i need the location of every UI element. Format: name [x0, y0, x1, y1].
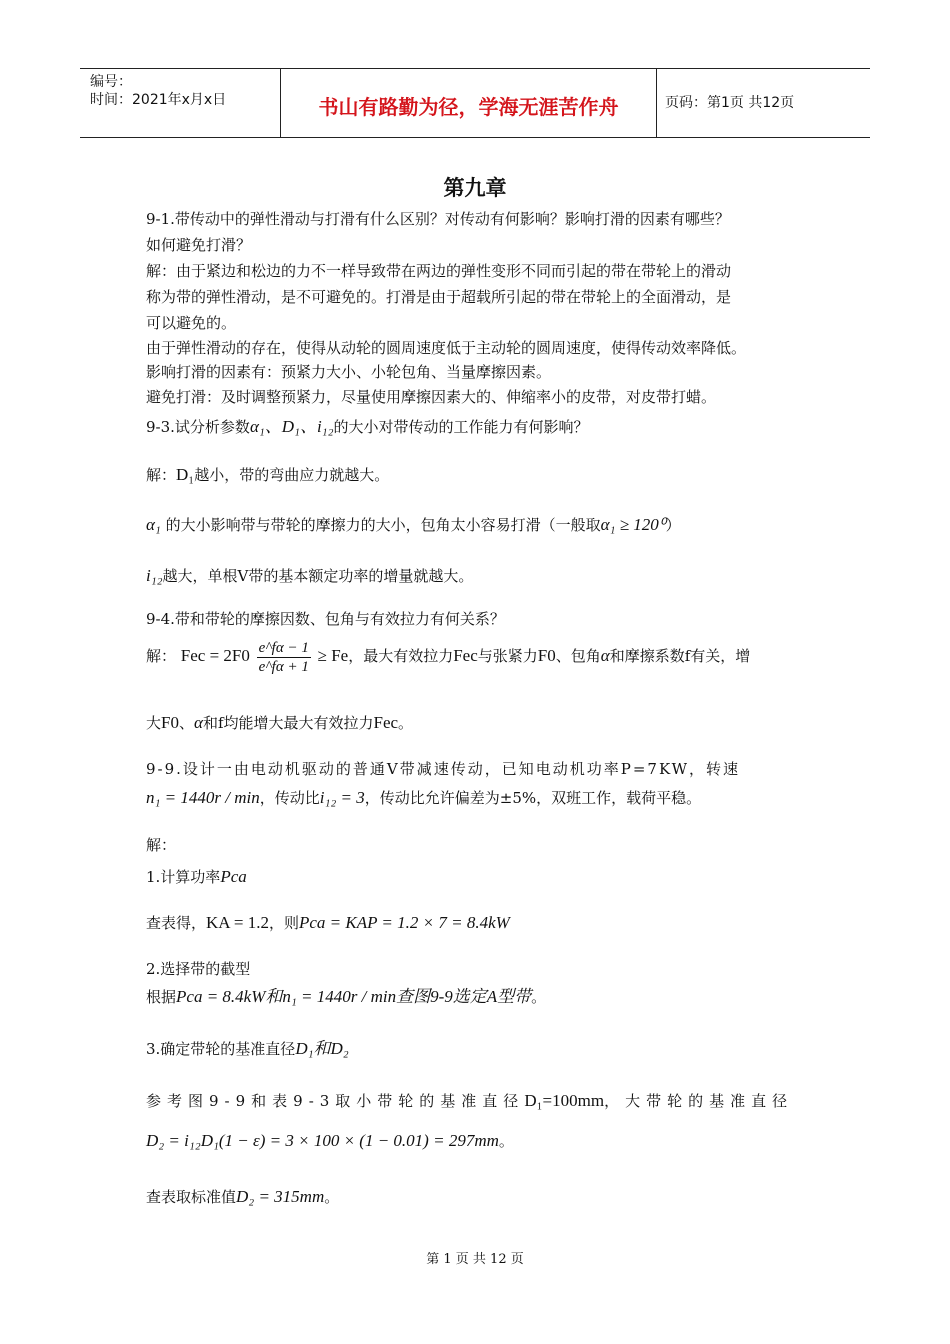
q93-a2-end: ）: [665, 516, 681, 534]
q93-a2-text: 的大小影响带与带轮的摩擦力的大小，包角太小容易打滑（一般取: [160, 516, 601, 534]
q94-a-text4: 和摩擦系数f有关，增: [609, 647, 751, 665]
q99-s1-text: 查表得，: [146, 914, 207, 932]
header-table: [80, 68, 870, 138]
q99-s1-then: ，则: [268, 914, 299, 932]
q93-params: α₁、D₁、i₁₂: [249, 417, 334, 436]
header-motto-cell: [281, 69, 657, 137]
q93-a1-text: 越小，带的弯曲应力就越大。: [194, 466, 390, 484]
q99-step3-title: [146, 1038, 349, 1060]
q94-formula-lhs: Fec = 2F0: [180, 646, 250, 665]
header-page-cell: [657, 69, 870, 137]
q94-line2-end: 。: [398, 714, 414, 732]
q91-answer-line1: 解：由于紧边和松边的力不一样导致带在两边的弹性变形不同而引起的带在带轮上的滑动: [146, 262, 732, 280]
q99-s3-d2-end: 。: [498, 1132, 514, 1150]
q99-i12: i₁₂ = 3: [319, 788, 365, 807]
q93-a1-sym: D₁: [176, 465, 195, 484]
q93-suffix: 的大小对带传动的工作能力有何影响？: [333, 418, 589, 436]
q99-s3-line1-end: ，大带轮的基准直径: [604, 1092, 794, 1110]
q99-s2-prefix: 根据: [146, 988, 177, 1006]
q99-step1-title: [146, 866, 247, 888]
q99-line2-mid: ，传动比: [259, 789, 320, 807]
q99-s3-std-end: 。: [324, 1188, 340, 1206]
q94-formula-rhs: ≥ Fe: [317, 646, 349, 665]
q99-step3-d2: [146, 1130, 514, 1152]
q94-a-prefix: 解：: [146, 647, 177, 665]
q99-solution-label: 解：: [146, 836, 177, 854]
q94-line2-f0: F0: [161, 713, 179, 732]
q93-a2-sym: α₁: [146, 515, 161, 534]
q99-s3-std-prefix: 查表取标准值: [146, 1188, 237, 1206]
q91-question-line2: 如何避免打滑？: [146, 236, 252, 254]
q93-a2-cond: α₁ ≥ 120⁰: [600, 515, 666, 534]
q99-step2-line: [146, 986, 546, 1008]
date-label: 时间：2021年x月x日: [90, 92, 227, 108]
q91-answer-line4: 由于弹性滑动的存在，使得从动轮的圆周速度低于主动轮的圆周速度，使得传动效率降低。: [146, 339, 747, 357]
q94-a-text1: ，最大有效拉力: [348, 647, 454, 665]
q99-s3-d2: D₂ = i₁₂D₁(1 − ε) = 3 × 100 × (1 − 0.01) = 297mm: [146, 1131, 499, 1150]
q99-s1-sym: Pca: [220, 867, 247, 886]
q94-line2-mid1: 、: [178, 714, 194, 732]
q93-answer3: [146, 565, 473, 587]
q94-sym-f0: F0: [537, 646, 556, 665]
q99-question-line2: [146, 787, 701, 809]
q99-s3-std: D₂ = 315mm: [236, 1187, 325, 1206]
q93-a3-text: 越大，单根V带的基本额定功率的增量就越大。: [162, 567, 474, 585]
q91-answer-line3: 可以避免的。: [146, 314, 237, 332]
page-footer: 第 1 页 共 12 页: [426, 1252, 524, 1267]
q99-step3-line1: [146, 1090, 793, 1112]
q93-a3-sym: i₁₂: [146, 566, 163, 585]
q94-line2-alpha: α: [194, 713, 203, 732]
q94-question: 9-4.带和带轮的摩擦因数、包角与有效拉力有何关系？: [146, 610, 505, 628]
q94-a-text2: 与张紧力: [477, 647, 538, 665]
q94-answer-line1: [146, 636, 750, 676]
q91-answer-line5: 影响打滑的因素有：预紧力大小、小轮包角、当量摩擦因素。: [146, 363, 552, 381]
motto: 书山有路勤为径，学海无涯苦作舟: [318, 95, 619, 119]
q94-sym-alpha: α: [600, 646, 610, 665]
q99-s3-d1: D₁=100mm: [524, 1091, 605, 1110]
q99-s2-formula: Pca = 8.4kW和n₁ = 1440r / min查图9-9选定A型带: [176, 987, 532, 1006]
q99-s1-title: 1.计算功率: [146, 868, 221, 886]
number-label: 编号：: [90, 74, 132, 90]
q93-a1-prefix: 解：: [146, 466, 177, 484]
q99-step2-title: 2.选择带的截型: [146, 960, 251, 978]
q94-line2-pre: 大: [146, 714, 162, 732]
q99-s1-calc: Pca = KAP = 1.2 × 7 = 8.4kW: [298, 913, 510, 932]
q94-formula-fraction: [257, 639, 311, 676]
q99-s1-ka: KA = 1.2: [206, 913, 269, 932]
q99-s3-sym: D₁和D₂: [295, 1039, 349, 1058]
chapter-title: 第九章: [443, 176, 507, 200]
page-label: 页码：第1页 共12页: [665, 95, 795, 111]
q99-s2-end: 。: [531, 988, 547, 1006]
q93-question: [146, 416, 589, 438]
q93-prefix: 9-3.试分析参数: [146, 418, 250, 436]
q99-line2-end: ，传动比允许偏差为±5%，双班工作，载荷平稳。: [364, 789, 702, 807]
q99-n1: n₁ = 1440r / min: [146, 788, 260, 807]
q99-step1-calc: [146, 912, 510, 934]
q99-question-line1: 9-9.设计一由电动机驱动的普通V带减速传动，已知电动机功率P=7KW，转速: [146, 760, 741, 778]
q91-answer-line2: 称为带的弹性滑动，是不可避免的。打滑是由于超载所引起的带在带轮上的全面滑动，是: [146, 288, 732, 306]
q93-answer2: [146, 514, 681, 536]
q91-answer-line6: 避免打滑：及时调整预紧力，尽量使用摩擦因素大的、伸缩率小的皮带，对皮带打蜡。: [146, 388, 717, 406]
q94-sym-fec: Fec: [453, 646, 478, 665]
q99-step3-std: [146, 1186, 339, 1208]
q99-s3-title: 3.确定带轮的基准直径: [146, 1040, 296, 1058]
q94-answer-line2: [146, 712, 413, 734]
header-left-cell: [80, 69, 281, 137]
q94-a-text3: 、包角: [555, 647, 601, 665]
q91-question-line1: 9-1.带传动中的弹性滑动与打滑有什么区别？对传动有何影响？影响打滑的因素有哪些？: [146, 210, 730, 228]
q94-line2-fec: Fec: [373, 713, 399, 732]
q94-line2-mid2: 和f均能增大最大有效拉力: [202, 714, 374, 732]
q93-answer1: [146, 464, 389, 486]
q94-formula-den: e^fα + 1: [258, 658, 309, 675]
q99-s3-line1: 参考图9-9和表9-3取小带轮的基准直径: [146, 1092, 525, 1110]
q94-formula-num: e^fα − 1: [258, 639, 309, 656]
